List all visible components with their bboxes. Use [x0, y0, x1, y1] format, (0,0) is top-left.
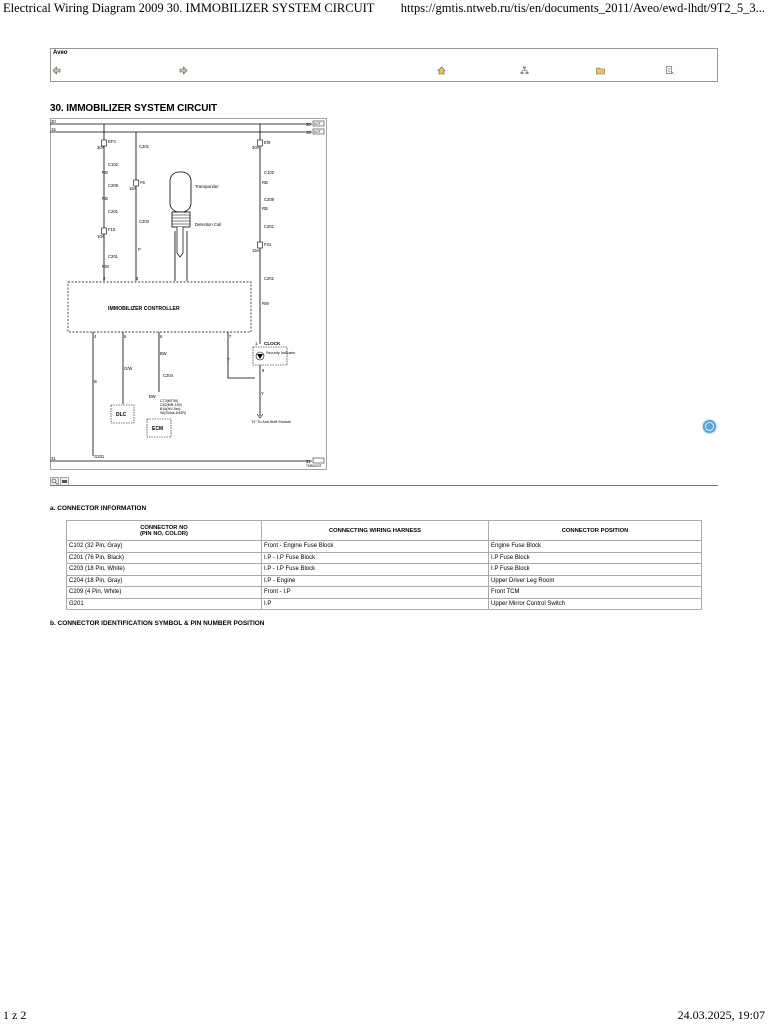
cell-position: Upper Mirror Control Switch: [489, 598, 702, 610]
cell-connector: G201: [67, 598, 262, 610]
table-header-row: [67, 521, 702, 541]
wire-rb-right-2: RB: [262, 206, 268, 211]
cell-harness: I.P - I.P Fuse Block: [262, 552, 489, 564]
detection-coil-label: Detection Coil: [195, 222, 222, 227]
fuse-f10-amp: 10A: [97, 234, 105, 239]
wire-rw-right: RW: [262, 301, 269, 306]
cell-connector: C204 (18 Pin, Gray): [67, 575, 262, 587]
pin-1: 1: [255, 341, 258, 346]
table-row: [67, 575, 702, 587]
wire-p: P: [138, 247, 141, 252]
pin-2: 2: [103, 276, 106, 281]
cell-harness: I.P: [262, 598, 489, 610]
header-wiring-harness: CONNECTING WIRING HARNESS: [262, 521, 489, 541]
document-icon[interactable]: [665, 66, 674, 77]
header-connector-no-line2: (PIN NO, COLOR): [140, 530, 188, 537]
pin-5: 5: [124, 334, 127, 339]
rail-15-label-left: 15: [51, 127, 56, 132]
connector-c201-left: C201: [108, 209, 119, 214]
rail-30-label-left: 30: [51, 119, 56, 124]
wire-y: Y: [227, 357, 230, 362]
wire-rw-left: RW: [102, 264, 109, 269]
cell-harness: Front - Engine Fuse Block: [262, 541, 489, 553]
print-header-url: https://gmtis.ntweb.ru/tis/en/documents_2011/Aveo/ewd-lhdt/9T2_5_3...: [400, 1, 765, 15]
detection-coil: [172, 212, 190, 227]
pin-3: 3: [136, 276, 139, 281]
connector-c209-left: C209: [108, 183, 119, 188]
page-number: 1 z 2: [3, 1008, 27, 1022]
connector-c102-left: C102: [108, 162, 119, 167]
header-connector-no: [67, 521, 262, 541]
page-title: 30. IMMOBILIZER SYSTEM CIRCUIT: [50, 103, 218, 114]
table-row: [67, 552, 702, 564]
back-arrow-icon[interactable]: [52, 66, 61, 77]
rail-31-label-right: 31: [306, 459, 311, 464]
connector-c201-left-2: C201: [108, 254, 119, 259]
cell-position: Upper Driver Leg Room: [489, 575, 702, 587]
wire-rb-right: RB: [262, 180, 268, 185]
fuse-ef3-amp: 30A: [97, 145, 105, 150]
wire-b: B: [94, 379, 97, 384]
folder-icon[interactable]: [596, 66, 605, 77]
forward-arrow-icon[interactable]: [179, 66, 188, 77]
cell-position: Front TCM: [489, 587, 702, 599]
print-header: [3, 1, 765, 17]
table-row: [67, 564, 702, 576]
rail-15-label-right: 15: [306, 130, 311, 135]
help-button[interactable]: [703, 420, 716, 433]
cell-connector: C102 (32 Pin, Gray): [67, 541, 262, 553]
wire-gw: G/W: [124, 366, 133, 371]
tree-icon[interactable]: [520, 66, 529, 77]
cell-position: Engine Fuse Block: [489, 541, 702, 553]
section-a-heading: a. CONNECTOR INFORMATION: [50, 505, 147, 512]
pin-6: 6: [160, 334, 163, 339]
ecm-pin-1: C73(MT50): [160, 399, 179, 403]
wiring-diagram: [50, 118, 327, 470]
help-icon: [703, 420, 716, 433]
fuse-ef3-label: EF3: [108, 139, 116, 144]
connector-c201-mid: C201: [139, 144, 150, 149]
cell-position: I.P Fuse Block: [489, 552, 702, 564]
pin-4: 4: [94, 334, 97, 339]
header-connector-position: CONNECTOR POSITION: [489, 521, 702, 541]
wire-rb-left: RB: [102, 170, 108, 175]
fuse-f6-label: F6: [140, 180, 145, 185]
wire-bw-2: BW: [149, 394, 156, 399]
ecm-pin-2: C82(MR-140): [160, 403, 182, 407]
cell-harness: I.P - I.P Fuse Block: [262, 564, 489, 576]
divider: [50, 485, 718, 486]
figure-code: TMB1020T: [306, 464, 322, 468]
fuse-ef9-amp: 30A: [252, 145, 260, 150]
header-connector-no-line1: CONNECTOR NO: [140, 524, 188, 531]
cell-harness: I.P - Engine: [262, 575, 489, 587]
cell-position: I.P Fuse Block: [489, 564, 702, 576]
wire-bw: BW: [160, 351, 167, 356]
clock-label: CLOCK: [264, 341, 281, 346]
ecm-pin-4: S6(Sirius-D42R): [160, 411, 187, 415]
ground-g201-label: G201: [94, 454, 105, 459]
wire-y-2: Y: [261, 391, 264, 396]
connector-table: [66, 520, 702, 610]
hot-tag-15: HOT: [314, 130, 321, 134]
transponder-label: Transponder: [195, 184, 219, 189]
pin-7: 7: [229, 334, 232, 339]
home-icon[interactable]: [437, 66, 446, 77]
cell-connector: C201 (76 Pin, Black): [67, 552, 262, 564]
hot-tag-30: HOT: [314, 122, 321, 126]
connector-c203: C203: [139, 219, 150, 224]
dlc-label: DLC: [116, 412, 127, 418]
fuse-f10-label: F10: [108, 227, 116, 232]
connector-c201-right-2: C201: [264, 276, 275, 281]
rail-31-label-left: 31: [51, 456, 56, 461]
table-row: [67, 598, 702, 610]
print-header-title: Electrical Wiring Diagram 2009 30. IMMOBILIZER SYSTEM CIRCUIT: [3, 1, 375, 15]
security-indicator-label: Security Indicator: [266, 351, 296, 355]
connector-c102-right: C102: [264, 170, 275, 175]
section-b-heading: b. CONNECTOR IDENTIFICATION SYMBOL & PIN NUMBER POSITION: [50, 620, 265, 627]
wire-rb-left-2: RB: [102, 196, 108, 201]
rail-30-label-right: 30: [306, 122, 311, 127]
ecm-pin-3: B16(HV-5xx): [160, 407, 181, 411]
print-footer: [3, 1008, 765, 1024]
fuse-f31-label: F31: [264, 242, 272, 247]
connector-c209-right: C209: [264, 197, 275, 202]
fuse-f31-amp: 15A: [252, 248, 260, 253]
table-row: [67, 587, 702, 599]
model-label: Aveo: [53, 50, 68, 56]
controller-label: IMMOBILIZER CONTROLLER: [108, 306, 180, 312]
cell-connector: C203 (18 Pin, White): [67, 564, 262, 576]
transponder-key: [170, 172, 191, 212]
navigation-bar: [50, 48, 718, 82]
connector-c204: C204: [163, 373, 174, 378]
cell-connector: C209 (4 Pin, White): [67, 587, 262, 599]
anti-theft-module-label: "H" To Anti-theft Module: [251, 420, 291, 424]
ecm-label: ECM: [152, 426, 164, 432]
cell-harness: Front - I.P: [262, 587, 489, 599]
fuse-ef9-label: Ef9: [264, 140, 271, 145]
diagram-toolbar: [50, 473, 70, 482]
table-row: [67, 541, 702, 553]
connector-c201-right: C201: [264, 224, 275, 229]
fuse-f6-amp: 15A: [129, 186, 137, 191]
print-datetime: 24.03.2025, 19:07: [677, 1008, 765, 1022]
pin-8: 8: [262, 368, 265, 373]
